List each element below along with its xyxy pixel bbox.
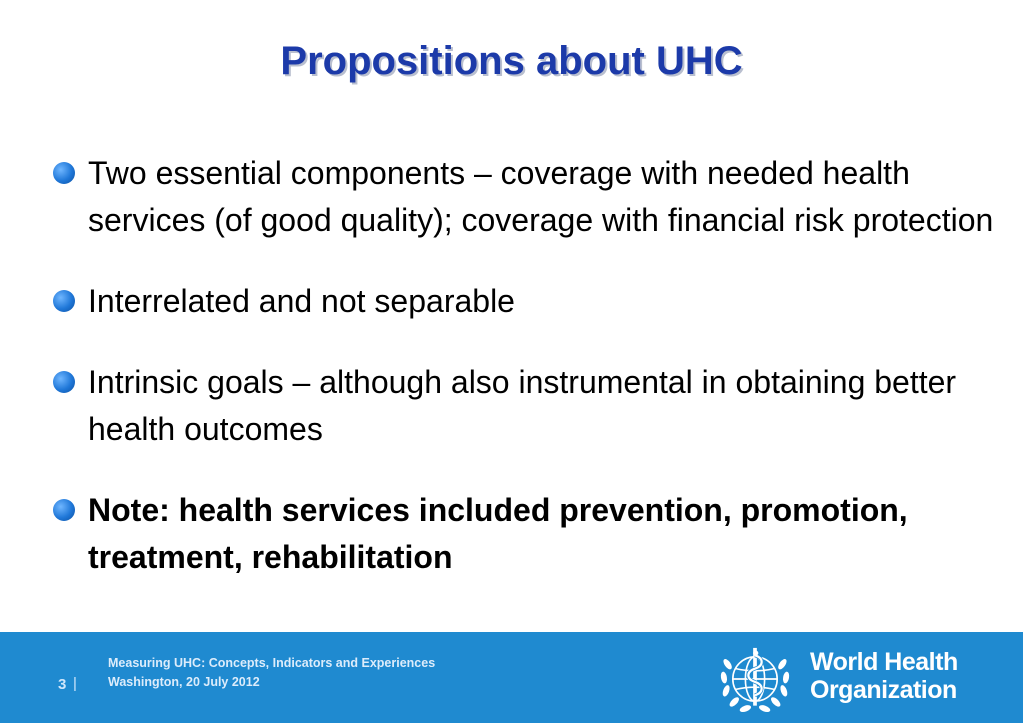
who-emblem-icon [718,642,792,716]
org-name-line1: World Health [810,648,958,676]
bullet-dot-icon [53,499,75,521]
bullet-dot-icon [53,290,75,312]
org-name-line2: Organization [810,676,957,704]
footer-presentation-title: Measuring UHC: Concepts, Indicators and Experiences [108,656,436,670]
bullet-dot-icon [53,162,75,184]
bullet-text: Intrinsic goals – although also instrumental in obtaining better health outcomes [88,364,957,447]
slide-title: Propositions about UHC [280,39,743,83]
page-number: 3 [58,676,67,693]
footer-bar [0,632,1023,723]
bullet-text: Note: health services included prevention, promotion, treatment, rehabilitation [88,492,908,575]
bullet-item [50,278,1000,325]
bullet-text: Two essential components – coverage with needed health services (of good quality); coverage with financial risk protection [88,155,994,238]
bullet-dot-icon [53,371,75,393]
bullet-list [50,150,1000,615]
bullet-item [50,359,1000,453]
footer-date-location: Washington, 20 July 2012 [108,675,260,689]
bullet-item-note [50,487,1000,581]
page-separator: | [73,675,77,692]
bullet-text: Interrelated and not separable [88,283,515,319]
bullet-item [50,150,1000,244]
